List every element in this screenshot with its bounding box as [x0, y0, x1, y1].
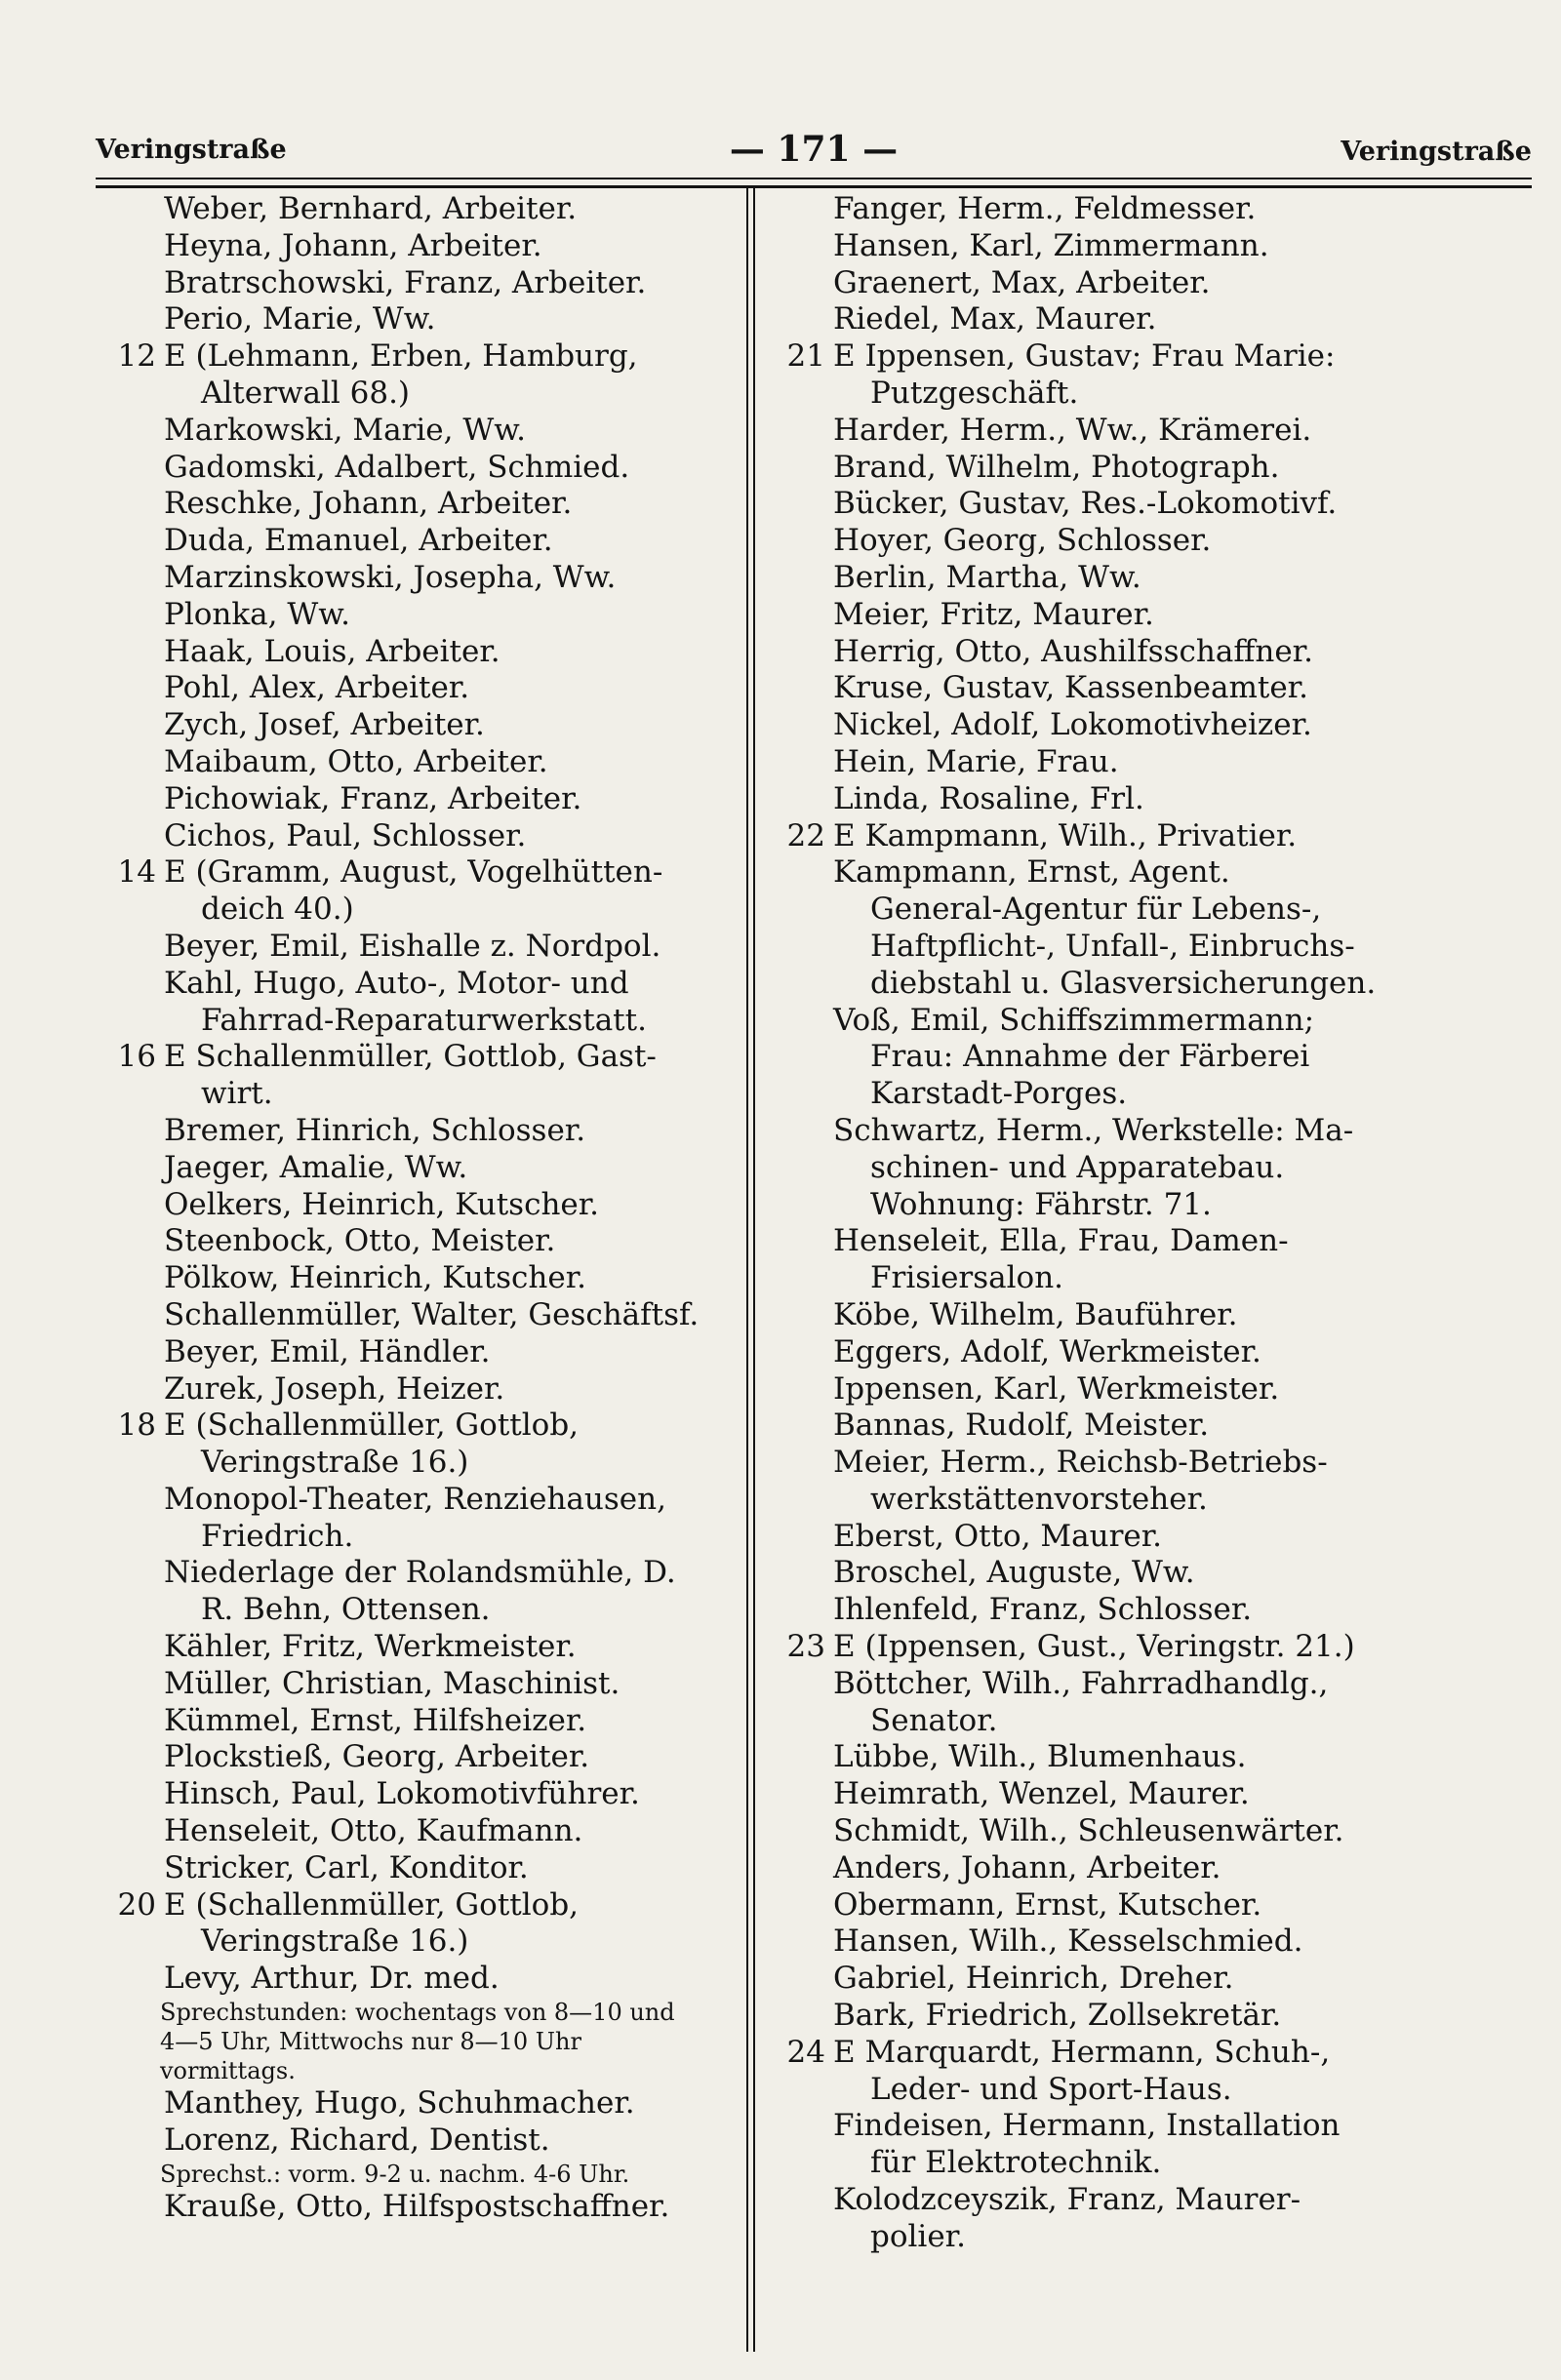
resident-entry — [771, 744, 1530, 781]
entry-line: Marzinskowski, Josepha, Ww. — [164, 559, 617, 595]
entry-line: Hansen, Wilh., Kesselschmied. — [833, 1924, 1303, 1960]
house-number: 21 — [786, 338, 825, 375]
house-number: 14 — [117, 854, 156, 891]
house-number: 12 — [117, 338, 156, 375]
resident-entry — [771, 1519, 1530, 1556]
resident-entry — [771, 1739, 1530, 1776]
resident-entry — [101, 1703, 726, 1740]
entry-line: Böttcher, Wilh., Fahrradhandlg., — [833, 1665, 1329, 1701]
resident-entry — [101, 1850, 726, 1887]
entry-line: 4—5 Uhr, Mittwochs nur 8—10 Uhr — [160, 2028, 581, 2056]
entry-line: Riedel, Max, Maurer. — [833, 301, 1157, 337]
resident-entry — [771, 450, 1530, 487]
entry-line: Levy, Arthur, Dr. med. — [164, 1961, 500, 1997]
entry-line: Plockstieß, Georg, Arbeiter. — [164, 1739, 590, 1775]
entry-line: E (Schallenmüller, Gottlob, — [164, 1886, 580, 1923]
resident-entry — [771, 1887, 1530, 1924]
entry-line: Steenbock, Otto, Meister. — [164, 1223, 556, 1259]
entry-line: Anders, Johann, Arbeiter. — [833, 1849, 1221, 1885]
resident-entry — [771, 634, 1530, 671]
column-divider-double — [753, 188, 755, 2352]
resident-entry — [771, 1776, 1530, 1813]
entry-line: polier. — [870, 2218, 966, 2254]
resident-entry — [771, 301, 1530, 338]
resident-entry — [771, 1555, 1530, 1592]
entry-line: Berlin, Martha, Ww. — [833, 559, 1141, 595]
entry-line: Zurek, Joseph, Heizer. — [164, 1370, 505, 1407]
resident-entry — [101, 2122, 726, 2160]
house-number-entry — [101, 854, 726, 929]
resident-entry — [101, 670, 726, 707]
entry-line: für Elektrotechnik. — [870, 2145, 1162, 2181]
resident-entry — [771, 486, 1530, 523]
entry-line: Herrig, Otto, Aushilfsschaffner. — [833, 633, 1313, 669]
entry-line: diebstahl u. Glasversicherungen. — [870, 965, 1377, 1001]
resident-entry — [771, 1961, 1530, 1998]
entry-line: Voß, Emil, Schiffszimmermann; — [833, 1002, 1315, 1038]
entry-line: E Kampmann, Wilh., Privatier. — [833, 817, 1298, 853]
resident-entry — [101, 1260, 726, 1297]
entry-line: Putzgeschäft. — [870, 375, 1079, 411]
resident-entry — [771, 854, 1530, 1002]
entry-line: Linda, Rosaline, Frl. — [833, 780, 1144, 816]
entry-line: Meier, Fritz, Maurer. — [833, 596, 1154, 632]
resident-entry — [771, 2182, 1530, 2256]
entry-line: Pichowiak, Franz, Arbeiter. — [164, 780, 582, 816]
resident-entry — [101, 1297, 726, 1334]
resident-entry — [771, 560, 1530, 597]
entry-line: Wohnung: Fährstr. 71. — [870, 1186, 1212, 1222]
entry-line: werkstättenvorsteher. — [870, 1481, 1208, 1517]
entry-line: Findeisen, Hermann, Installation — [833, 2108, 1341, 2144]
entry-line: Schallenmüller, Walter, Geschäftsf. — [164, 1296, 700, 1332]
header-rule-double — [96, 185, 1532, 188]
entry-line: Alterwall 68.) — [201, 375, 411, 411]
house-number: 16 — [117, 1039, 156, 1075]
resident-entry — [101, 1113, 726, 1150]
entry-line: Lübbe, Wilh., Blumenhaus. — [833, 1739, 1247, 1775]
page-header — [96, 129, 1532, 174]
resident-entry — [771, 413, 1530, 450]
entry-line: Kampmann, Ernst, Agent. — [833, 854, 1230, 891]
entry-line: Sprechst.: vorm. 9-2 u. nachm. 4-6 Uhr. — [160, 2160, 630, 2188]
house-number-entry — [101, 338, 726, 413]
resident-entry — [771, 670, 1530, 707]
entry-line: Leder- und Sport-Haus. — [870, 2071, 1232, 2107]
resident-entry — [771, 1592, 1530, 1629]
entry-line: Fanger, Herm., Feldmesser. — [833, 191, 1257, 226]
entry-line: Beyer, Emil, Händler. — [164, 1333, 491, 1369]
entry-line: Weber, Bernhard, Arbeiter. — [164, 191, 578, 226]
entry-line: Schwartz, Herm., Werkstelle: Ma- — [833, 1112, 1354, 1148]
resident-entry — [101, 301, 726, 338]
resident-entry — [101, 781, 726, 818]
resident-entry — [771, 1813, 1530, 1850]
entry-line: vormittags. — [160, 2057, 296, 2085]
entry-line: Stricker, Carl, Konditor. — [164, 1849, 529, 1885]
entry-line: R. Behn, Ottensen. — [201, 1592, 491, 1628]
entry-line: Bremer, Hinrich, Schlosser. — [164, 1112, 586, 1148]
entry-line: Karstadt-Porges. — [870, 1076, 1128, 1112]
house-number: 24 — [786, 2034, 825, 2070]
resident-entry — [101, 1223, 726, 1260]
resident-entry — [771, 265, 1530, 302]
entry-line: Hinsch, Paul, Lokomotivführer. — [164, 1776, 640, 1812]
entry-line: Henseleit, Otto, Kaufmann. — [164, 1813, 583, 1849]
entry-line: Manthey, Hugo, Schuhmacher. — [164, 2085, 635, 2122]
entry-line: Beyer, Emil, Eishalle z. Nordpol. — [164, 928, 661, 964]
resident-entry — [771, 1223, 1530, 1297]
entry-line: Broschel, Auguste, Ww. — [833, 1555, 1195, 1591]
entry-line: E (Ippensen, Gust., Veringstr. 21.) — [833, 1629, 1355, 1665]
resident-entry — [771, 1998, 1530, 2035]
entry-line: Perio, Marie, Ww. — [164, 301, 436, 337]
entry-line: Oelkers, Heinrich, Kutscher. — [164, 1186, 600, 1222]
entry-line: Gadomski, Adalbert, Schmied. — [164, 449, 630, 485]
entry-line: Heyna, Johann, Arbeiter. — [164, 227, 542, 263]
entry-line: Graenert, Max, Arbeiter. — [833, 264, 1211, 300]
resident-entry — [101, 1482, 726, 1556]
resident-entry — [101, 1813, 726, 1850]
resident-entry — [101, 2085, 726, 2122]
house-number-entry — [101, 1408, 726, 1482]
entry-line: Ippensen, Karl, Werkmeister. — [833, 1370, 1280, 1407]
entry-line: Gabriel, Heinrich, Dreher. — [833, 1961, 1234, 1997]
office-hours-note — [101, 1998, 726, 2085]
entry-line: Plonka, Ww. — [164, 596, 350, 632]
entry-line: Meier, Herm., Reichsb-Betriebs- — [833, 1445, 1328, 1481]
entry-line: Friedrich. — [201, 1518, 354, 1554]
resident-entry — [101, 1555, 726, 1629]
house-number-entry — [101, 1887, 726, 1962]
entry-line: Veringstraße 16.) — [201, 1445, 469, 1481]
entry-line: Pohl, Alex, Arbeiter. — [164, 670, 470, 706]
entry-line: wirt. — [201, 1076, 273, 1112]
house-number-entry — [771, 818, 1530, 855]
house-number-entry — [771, 338, 1530, 413]
entry-line: Senator. — [870, 1702, 998, 1738]
entry-line: Nickel, Adolf, Lokomotivheizer. — [833, 707, 1312, 743]
resident-entry — [101, 1776, 726, 1813]
resident-entry — [771, 781, 1530, 818]
house-number-entry — [101, 1039, 726, 1113]
entry-line: Bark, Friedrich, Zollsekretär. — [833, 1998, 1282, 2034]
entry-line: Bannas, Rudolf, Meister. — [833, 1408, 1210, 1444]
resident-entry — [771, 1666, 1530, 1740]
entry-line: Haftpflicht-, Unfall-, Einbruchs- — [870, 928, 1355, 964]
entry-line: schinen- und Apparatebau. — [870, 1149, 1285, 1185]
entry-line: Kahl, Hugo, Auto-, Motor- und — [164, 965, 629, 1001]
resident-entry — [101, 413, 726, 450]
entry-line: Fahrrad-Reparaturwerkstatt. — [201, 1002, 647, 1038]
entry-line: Cichos, Paul, Schlosser. — [164, 817, 527, 853]
resident-entry — [101, 818, 726, 855]
entry-line: Monopol-Theater, Renziehausen, — [164, 1481, 666, 1517]
entry-line: Krauße, Otto, Hilfspostschaffner. — [164, 2188, 670, 2224]
resident-entry — [101, 929, 726, 966]
resident-entry — [101, 1739, 726, 1776]
entry-line: Hansen, Karl, Zimmermann. — [833, 227, 1269, 263]
entry-line: Pölkow, Heinrich, Kutscher. — [164, 1260, 586, 1296]
resident-entry — [101, 744, 726, 781]
entry-line: Frisiersalon. — [870, 1260, 1064, 1296]
entry-line: Heimrath, Wenzel, Maurer. — [833, 1776, 1250, 1812]
entry-line: Henseleit, Ella, Frau, Damen- — [833, 1223, 1289, 1259]
resident-entry — [101, 560, 726, 597]
resident-entry — [771, 1445, 1530, 1519]
left-column — [101, 191, 726, 2225]
resident-entry — [101, 634, 726, 671]
entry-line: Kümmel, Ernst, Hilfsheizer. — [164, 1702, 587, 1738]
entry-line: deich 40.) — [201, 892, 354, 928]
entry-line: E Ippensen, Gustav; Frau Marie: — [833, 338, 1336, 375]
entry-line: E (Gramm, August, Vogelhütten- — [164, 854, 663, 891]
resident-entry — [101, 2189, 726, 2226]
entry-line: Köbe, Wilhelm, Bauführer. — [833, 1296, 1238, 1332]
entry-line: Müller, Christian, Maschinist. — [164, 1665, 620, 1701]
entry-line: Duda, Emanuel, Arbeiter. — [164, 523, 553, 559]
entry-line: Hoyer, Georg, Schlosser. — [833, 523, 1212, 559]
resident-entry — [771, 2108, 1530, 2182]
entry-line: Ihlenfeld, Franz, Schlosser. — [833, 1592, 1253, 1628]
resident-entry — [771, 597, 1530, 634]
resident-entry — [771, 228, 1530, 265]
resident-entry — [101, 597, 726, 634]
entry-line: Lorenz, Richard, Dentist. — [164, 2122, 550, 2158]
resident-entry — [771, 1924, 1530, 1961]
resident-entry — [771, 1003, 1530, 1113]
entry-line: Schmidt, Wilh., Schleusenwärter. — [833, 1813, 1344, 1849]
entry-line: E (Schallenmüller, Gottlob, — [164, 1408, 580, 1444]
entry-line: Veringstraße 16.) — [201, 1924, 469, 1960]
entry-line: Harder, Herm., Ww., Krämerei. — [833, 412, 1312, 448]
resident-entry — [101, 1666, 726, 1703]
entry-line: Frau: Annahme der Färberei — [870, 1039, 1310, 1075]
resident-entry — [101, 191, 726, 228]
entry-line: Eggers, Adolf, Werkmeister. — [833, 1333, 1261, 1369]
resident-entry — [771, 1297, 1530, 1334]
resident-entry — [101, 966, 726, 1040]
house-number-entry — [771, 2035, 1530, 2109]
running-head-left: Veringstraße — [96, 135, 287, 165]
entry-line: Obermann, Ernst, Kutscher. — [833, 1886, 1262, 1923]
entry-line: E Schallenmüller, Gottlob, Gast- — [164, 1039, 657, 1075]
entry-line: Kähler, Fritz, Werkmeister. — [164, 1629, 577, 1665]
resident-entry — [771, 707, 1530, 744]
entry-line: Maibaum, Otto, Arbeiter. — [164, 743, 548, 779]
resident-entry — [771, 523, 1530, 560]
entry-line: Kruse, Gustav, Kassenbeamter. — [833, 670, 1308, 706]
page-number: — 171 — — [729, 129, 899, 170]
resident-entry — [101, 1187, 726, 1224]
entry-line: General-Agentur für Lebens-, — [870, 892, 1322, 928]
entry-line: Hein, Marie, Frau. — [833, 743, 1119, 779]
house-number: 18 — [117, 1408, 156, 1444]
entry-line: Haak, Louis, Arbeiter. — [164, 633, 500, 669]
resident-entry — [771, 191, 1530, 228]
entry-line: Bratrschowski, Franz, Arbeiter. — [164, 264, 647, 300]
resident-entry — [771, 1850, 1530, 1887]
resident-entry — [101, 228, 726, 265]
entry-line: Jaeger, Amalie, Ww. — [164, 1149, 468, 1185]
entry-line: Zych, Josef, Arbeiter. — [164, 707, 485, 743]
header-rule — [96, 178, 1532, 179]
entry-line: E Marquardt, Hermann, Schuh-, — [833, 2034, 1331, 2070]
resident-entry — [101, 1629, 726, 1666]
entry-line: Bücker, Gustav, Res.-Lokomotivf. — [833, 486, 1338, 522]
house-number: 23 — [786, 1629, 825, 1665]
running-head-right: Veringstraße — [1341, 137, 1532, 167]
resident-entry — [101, 486, 726, 523]
house-number-entry — [771, 1629, 1530, 1666]
entry-line: Sprechstunden: wochentags von 8—10 und — [160, 1999, 675, 2027]
column-divider — [746, 188, 748, 2352]
office-hours-note — [101, 2160, 726, 2189]
entry-line: Brand, Wilhelm, Photograph. — [833, 449, 1280, 485]
resident-entry — [101, 1150, 726, 1187]
resident-entry — [771, 1113, 1530, 1223]
house-number: 22 — [786, 817, 825, 853]
right-column — [771, 191, 1530, 2256]
resident-entry — [101, 523, 726, 560]
resident-entry — [771, 1408, 1530, 1445]
resident-entry — [101, 707, 726, 744]
entry-line: E (Lehmann, Erben, Hamburg, — [164, 338, 638, 375]
resident-entry — [101, 265, 726, 302]
house-number: 20 — [117, 1886, 156, 1923]
resident-entry — [101, 450, 726, 487]
entry-line: Kolodzceyszik, Franz, Maurer- — [833, 2182, 1301, 2218]
entry-line: Reschke, Johann, Arbeiter. — [164, 486, 573, 522]
resident-entry — [101, 1334, 726, 1371]
resident-entry — [101, 1371, 726, 1408]
entry-line: Eberst, Otto, Maurer. — [833, 1518, 1163, 1554]
entry-line: Niederlage der Rolandsmühle, D. — [164, 1555, 676, 1591]
entry-line: Markowski, Marie, Ww. — [164, 412, 526, 448]
resident-entry — [101, 1961, 726, 1998]
resident-entry — [771, 1334, 1530, 1371]
resident-entry — [771, 1371, 1530, 1408]
